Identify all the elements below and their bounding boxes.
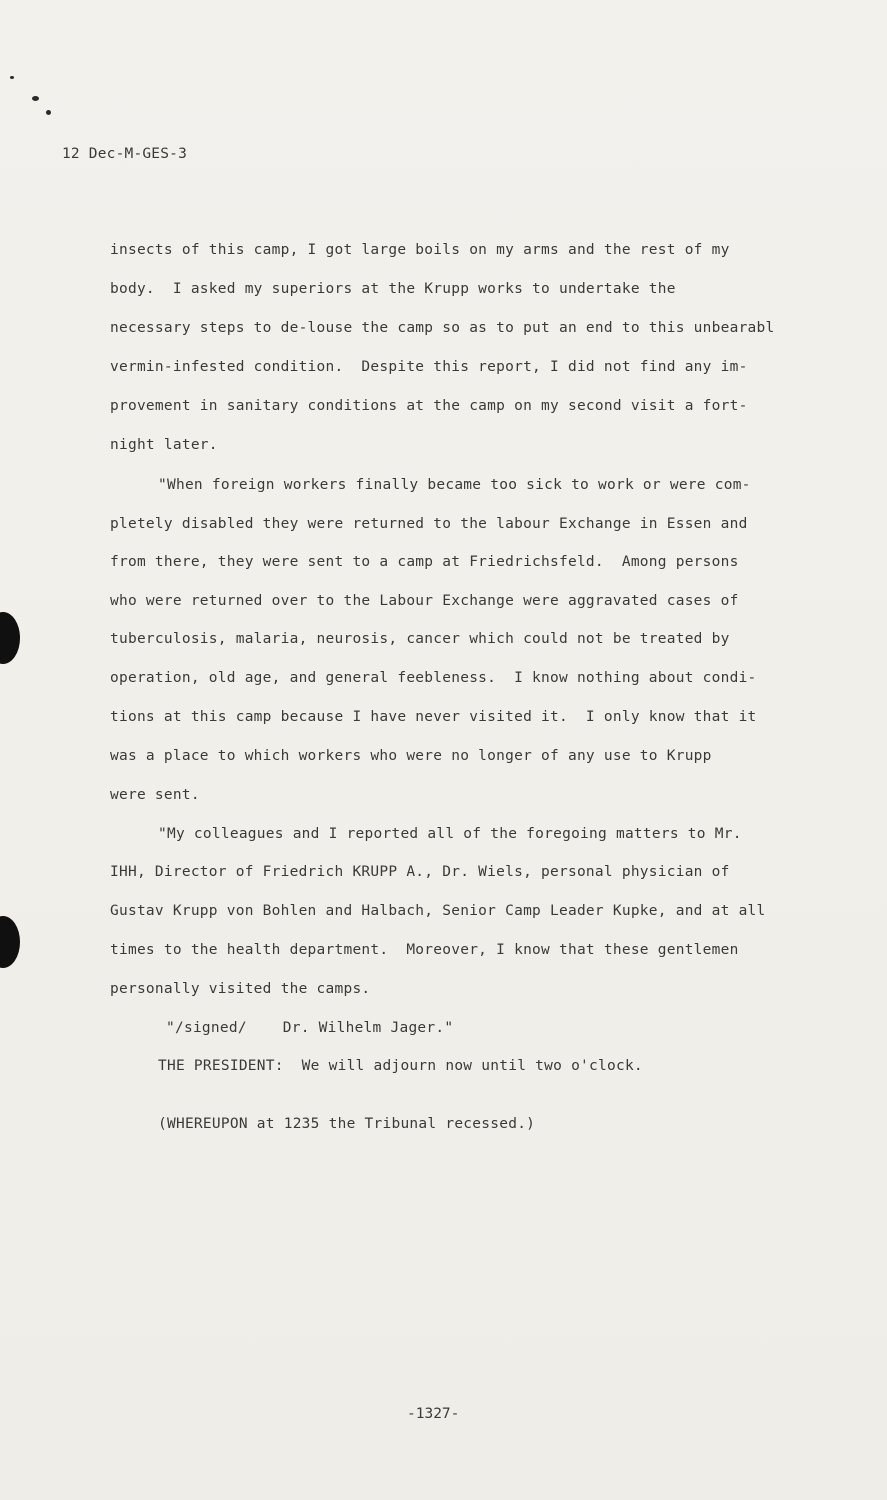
body-line: times to the health department. Moreover, I know that these gentlemen [110,942,739,958]
body-line: was a place to which workers who were no longer of any use to Krupp [110,748,712,764]
body-line: "My colleagues and I reported all of the foregoing matters to Mr. [158,826,742,842]
body-line: insects of this camp, I got large boils on my arms and the rest of my [110,242,730,258]
body-line: tuberculosis, malaria, neurosis, cancer which could not be treated by [110,631,730,647]
recess-note: (WHEREUPON at 1235 the Tribunal recessed.) [158,1116,536,1132]
ink-speck [10,76,14,79]
body-line: necessary steps to de-louse the camp so as to put an end to this unbearabl [110,320,775,336]
body-line: vermin-infested condition. Despite this report, I did not find any im- [110,359,748,375]
body-line: tions at this camp because I have never visited it. I only know that it [110,709,757,725]
body-line: provement in sanitary conditions at the camp on my second visit a fort- [110,398,748,414]
body-line: Gustav Krupp von Bohlen and Halbach, Senior Camp Leader Kupke, and at all [110,903,766,919]
page-number: -1327- [407,1406,460,1422]
body-line: operation, old age, and general feebleness. I know nothing about condi- [110,670,757,686]
ink-speck [46,110,51,115]
body-line: night later. [110,437,218,453]
document-header: 12 Dec-M-GES-3 [62,146,188,162]
body-line: body. I asked my superiors at the Krupp works to undertake the [110,281,676,297]
body-line: from there, they were sent to a camp at Friedrichsfeld. Among persons [110,554,739,570]
punch-hole-top [0,612,20,664]
ink-speck [32,96,39,101]
body-line: pletely disabled they were returned to the labour Exchange in Essen and [110,516,748,532]
body-line: IHH, Director of Friedrich KRUPP A., Dr. Wiels, personal physician of [110,864,730,880]
president-statement: THE PRESIDENT: We will adjourn now until two o'clock. [158,1058,643,1074]
body-line: who were returned over to the Labour Exchange were aggravated cases of [110,593,739,609]
body-line: "When foreign workers finally became too sick to work or were com- [158,477,751,493]
body-line: were sent. [110,787,200,803]
body-line: personally visited the camps. [110,981,371,997]
signature-line: "/signed/ Dr. Wilhelm Jager." [166,1020,454,1036]
punch-hole-bottom [0,916,20,968]
